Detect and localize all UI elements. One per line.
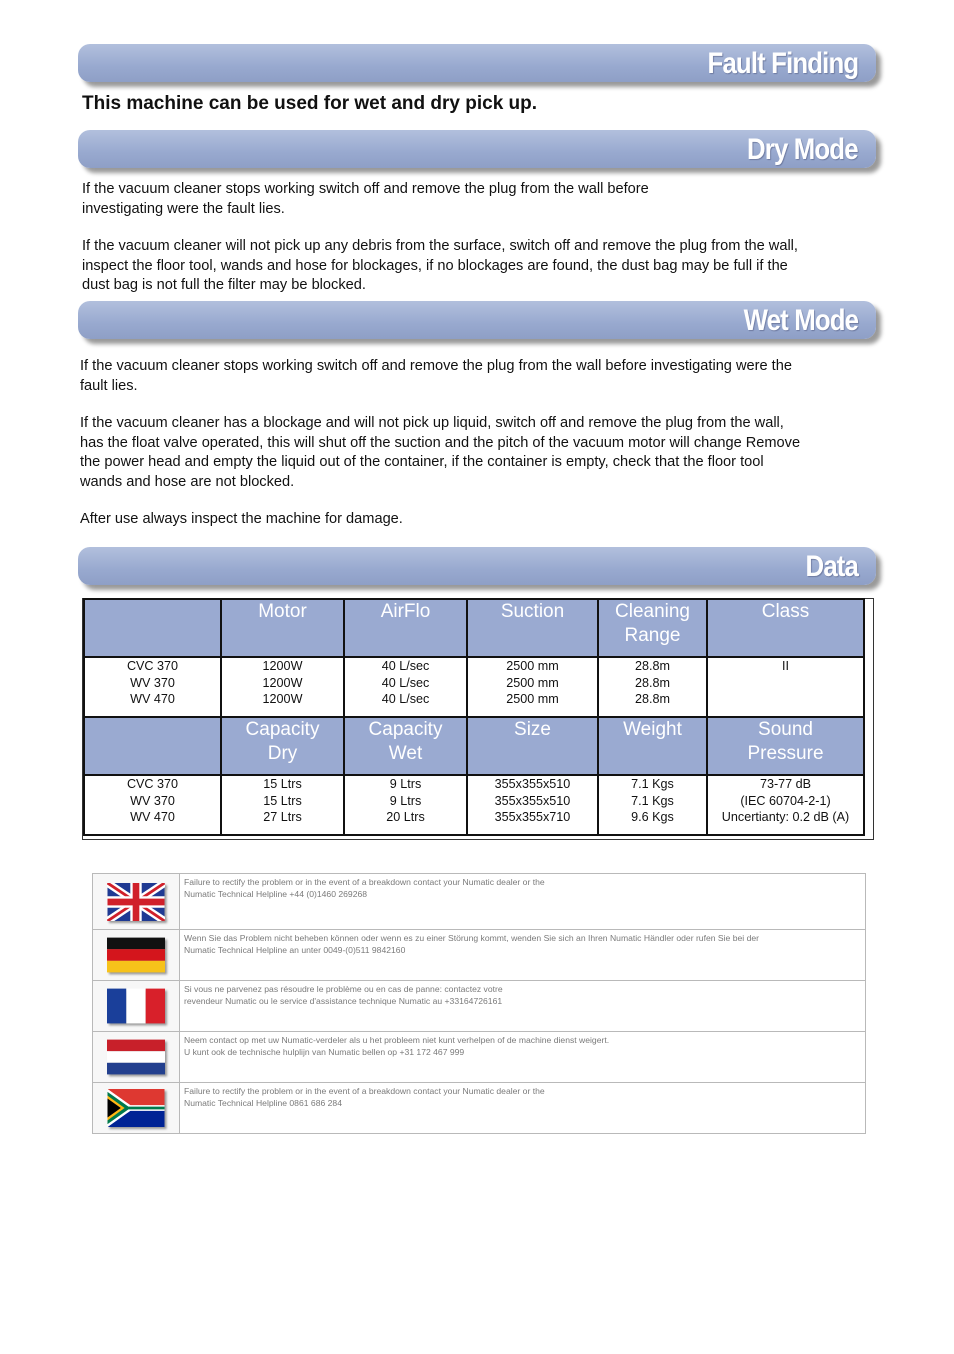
row1-airflo: 40 L/sec 40 L/sec 40 L/sec — [344, 657, 467, 717]
fault-finding-banner — [78, 44, 876, 82]
germany-flag-icon — [107, 937, 165, 973]
header-cleaning-range: Cleaning Range — [598, 599, 707, 657]
helpline-row-south-africa — [93, 1083, 866, 1134]
helpline-row-uk — [93, 874, 866, 930]
row2-models: CVC 370 WV 370 WV 470 — [84, 775, 221, 835]
row1-models: CVC 370 WV 370 WV 470 — [84, 657, 221, 717]
header-capacity-wet: Capacity Wet — [344, 717, 467, 775]
table-header-row-1 — [84, 599, 864, 657]
header-weight: Weight — [598, 717, 707, 775]
header-suction: Suction — [467, 599, 598, 657]
helpline-row-netherlands — [93, 1032, 866, 1083]
header-capacity-dry: Capacity Dry — [221, 717, 344, 775]
dry-mode-banner — [78, 130, 876, 168]
wet-mode-banner — [78, 301, 876, 339]
header-motor: Motor — [221, 599, 344, 657]
netherlands-flag-icon — [107, 1039, 165, 1075]
france-flag-icon — [107, 988, 165, 1024]
spec-table — [83, 598, 865, 836]
header-model-cell — [84, 599, 221, 657]
header-sound-pressure: Sound Pressure — [707, 717, 864, 775]
data-banner — [78, 547, 876, 585]
table-row-1 — [84, 657, 864, 717]
row2-sound-pressure: 73-77 dB (IEC 60704-2-1) Uncertianty: 0.2 dB (A) — [707, 775, 864, 835]
france-flag-cell — [93, 981, 180, 1032]
row2-capacity-dry: 15 Ltrs 15 Ltrs 27 Ltrs — [221, 775, 344, 835]
data-title: Data — [805, 550, 858, 583]
fault-finding-title: Fault Finding — [707, 47, 858, 80]
south-africa-flag-icon — [107, 1089, 165, 1127]
helpline-text-netherlands: Neem contact op met uw Numatic-verdeler als u het probleem niet kunt verhelpen of de machine dienst weigert. U kunt ook de technische hulplijn van Numatic bellen op +31 172 467 999 — [180, 1032, 866, 1083]
wet-paragraph-3: After use always inspect the machine for damage. — [80, 511, 403, 527]
row2-capacity-wet: 9 Ltrs 9 Ltrs 20 Ltrs — [344, 775, 467, 835]
row1-class: II — [707, 657, 864, 717]
dry-mode-title: Dry Mode — [747, 133, 858, 166]
header-size: Size — [467, 717, 598, 775]
helpline-row-germany — [93, 930, 866, 981]
row1-cleaning-range: 28.8m 28.8m 28.8m — [598, 657, 707, 717]
header-airflo: AirFlo — [344, 599, 467, 657]
dry-paragraph-2: If the vacuum cleaner will not pick up any debris from the surface, switch off and remove the plug from the wall, inspect the floor tool, wands and hose for blockages, if no blockages are found, the dust bag may be full if the dust bag is not full the filter may be blocked. — [82, 238, 798, 293]
uk-flag-icon — [107, 883, 165, 921]
row1-motor: 1200W 1200W 1200W — [221, 657, 344, 717]
germany-flag-cell — [93, 930, 180, 981]
helpline-text-uk: Failure to rectify the problem or in the event of a breakdown contact your Numatic dealer or the Numatic Technical Helpline +44 (0)1460 269268 — [180, 874, 866, 930]
helpline-text-germany: Wenn Sie das Problem nicht beheben können oder wenn es zu einer Störung kommt, wenden Sie sich an Ihren Numatic Händler oder rufen Sie bei der Numatic Technical Helpline an unter 0049-(0)511 9842160 — [180, 930, 866, 981]
table-row-2 — [84, 775, 864, 835]
helpline-row-france — [93, 981, 866, 1032]
helpline-text-france: Si vous ne parvenez pas résoudre le problème ou en cas de panne: contactez votre revendeur Numatic ou le service d'assistance technique Numatic au +33164726161 — [180, 981, 866, 1032]
helpline-table — [92, 873, 866, 1134]
header2-model-cell — [84, 717, 221, 775]
uk-flag-cell — [93, 874, 180, 930]
row1-suction: 2500 mm 2500 mm 2500 mm — [467, 657, 598, 717]
wet-paragraph-2: If the vacuum cleaner has a blockage and will not pick up liquid, switch off and remove the plug from the wall, has the float valve operated, this will shut off the suction and the pitch of the vacuum motor will change Remove the power head and empty the liquid out of the container, if the container is empty, check that the floor tool wands and hose are not blocked. — [80, 415, 801, 490]
row2-weight: 7.1 Kgs 7.1 Kgs 9.6 Kgs — [598, 775, 707, 835]
row2-size: 355x355x510 355x355x510 355x355x710 — [467, 775, 598, 835]
netherlands-flag-cell — [93, 1032, 180, 1083]
table-header-row-2 — [84, 717, 864, 775]
south-africa-flag-cell — [93, 1083, 180, 1134]
lead-sentence: This machine can be used for wet and dry pick up. — [82, 93, 538, 114]
header-class: Class — [707, 599, 864, 657]
helpline-text-south-africa: Failure to rectify the problem or in the event of a breakdown contact your Numatic dealer or the Numatic Technical Helpline 0861 686 284 — [180, 1083, 866, 1134]
dry-paragraph-1: If the vacuum cleaner stops working switch off and remove the plug from the wall before investigating were the fault lies. — [82, 181, 649, 217]
wet-paragraph-1: If the vacuum cleaner stops working switch off and remove the plug from the wall before investigating were the fault lies. — [80, 358, 792, 394]
wet-mode-title: Wet Mode — [743, 304, 858, 337]
